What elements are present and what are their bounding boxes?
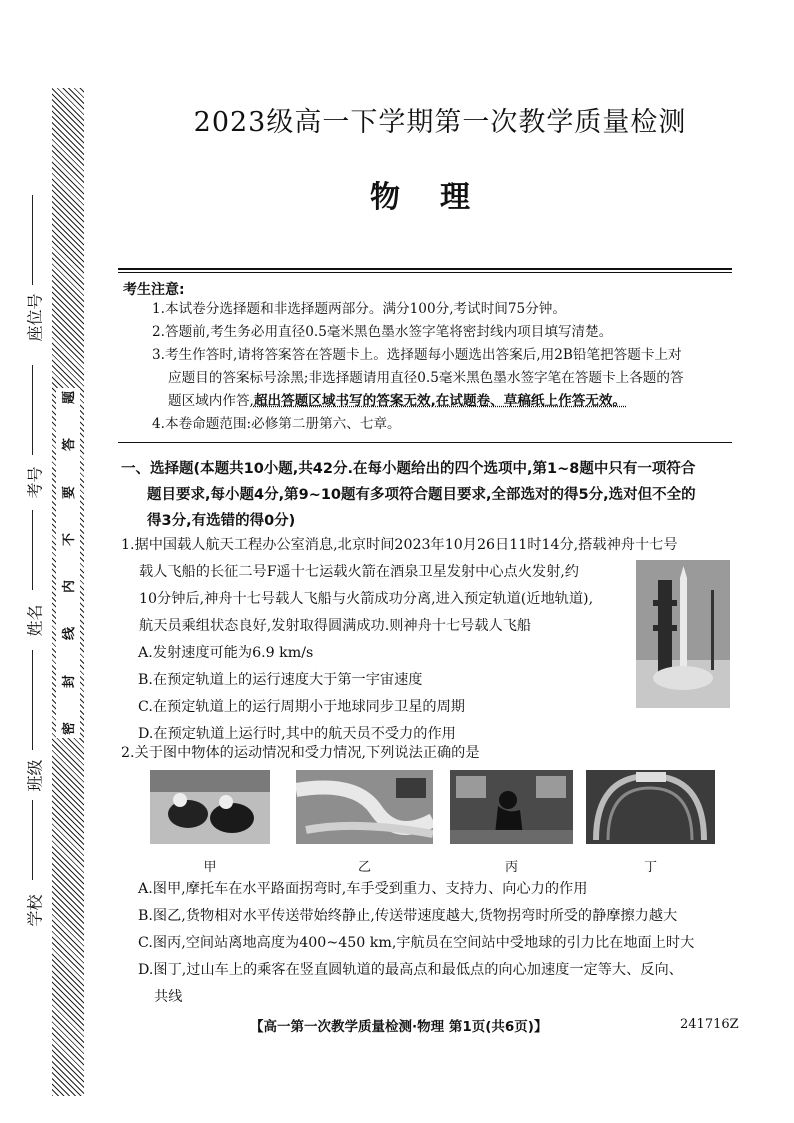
space-station-photo	[450, 770, 573, 844]
field-line-school	[32, 800, 33, 880]
notes-heading: 考生注意:	[123, 282, 185, 298]
option-a: A.图甲,摩托车在水平路面拐弯时,车手受到重力、支持力、向心力的作用	[138, 881, 588, 897]
conveyor-belt-photo	[296, 770, 433, 844]
rocket-launch-photo	[636, 560, 730, 708]
caption-jia: 甲	[203, 860, 217, 875]
question-1-options	[138, 640, 618, 748]
caption-yi: 乙	[357, 860, 371, 875]
seal-line-text: 题 答 要 不 内 线 封 密	[56, 388, 80, 738]
divider	[118, 272, 732, 273]
question-2-options	[138, 876, 748, 1011]
option-d-cont: 共线	[154, 989, 183, 1005]
option-b: B.图乙,货物相对水平传送带始终静止,传送带速度越大,货物拐弯时所受的静摩擦力越大	[138, 908, 678, 924]
note-item: 应题目的答案标号涂黑;非选择题请用直径0.5毫米黑色墨水签字笔在答题卡上各题的答	[168, 370, 684, 386]
option-d: D.图丁,过山车上的乘客在竖直圆轨道的最高点和最低点的向心加速度一定等大、反向、	[138, 962, 683, 978]
field-class-label: 班级	[25, 759, 45, 792]
note-item: 4.本卷命题范围:必修第二册第六、七章。	[152, 416, 401, 432]
field-exam-label: 考号	[25, 466, 45, 499]
caption-bing: 丙	[504, 860, 518, 875]
field-line-class	[32, 650, 33, 750]
option-b: B.在预定轨道上的运行速度大于第一宇宙速度	[138, 672, 423, 688]
option-a: A.发射速度可能为6.9 km/s	[138, 645, 314, 661]
note-emphasis: 超出答题区域书写的答案无效,在试题卷、草稿纸上作答无效。	[253, 393, 627, 409]
roller-coaster-photo	[586, 770, 715, 844]
note-item: 题区域内作答,超出答题区域书写的答案无效,在试题卷、草稿纸上作答无效。	[168, 393, 627, 409]
question-1-stem: 1.据中国载人航天工程办公室消息,北京时间2023年10月26日11时14分,搭载神舟十七号 载人飞船的长征二号F遥十七运载火箭在酒泉卫星发射中心点火发射,约 10分钟后,神舟十七号载人飞船与火箭成功分离,进入预定轨道(近地轨道), 航天员乘组状态良好,发射取得圆满成功.则神舟十七号载人飞船	[121, 537, 678, 634]
caption-ding: 丁	[643, 860, 657, 875]
subject-title: 物理	[370, 180, 510, 215]
note-item: 2.答题前,考生务必用直径0.5毫米黑色墨水签字笔将密封线内项目填写清楚。	[152, 324, 613, 340]
section-header: 一、选择题(本题共10小题,共42分.在每小题给出的四个选项中,第1~8题中只有一项符合 题目要求,每小题4分,第9~10题有多项符合题目要求,全部选对的得5分,选对但不全的 得3分,有选错的得0分)	[121, 461, 696, 529]
divider	[118, 268, 732, 270]
field-line-exam	[32, 365, 33, 455]
option-c: C.图丙,空间站离地高度为400~450 km,宇航员在空间站中受地球的引力比在地面上时大	[138, 935, 695, 951]
question-2-stem: 2.关于图中物体的运动情况和受力情况,下列说法正确的是	[121, 745, 480, 761]
option-c: C.在预定轨道上的运行周期小于地球同步卫星的周期	[138, 699, 465, 715]
field-name-label: 姓名	[25, 604, 45, 637]
motorcycle-photo	[150, 770, 270, 844]
field-line-name	[32, 510, 33, 590]
note-item: 1.本试卷分选择题和非选择题两部分。满分100分,考试时间75分钟。	[152, 301, 566, 317]
field-line-seat	[32, 195, 33, 285]
option-d: D.在预定轨道上运行时,其中的航天员不受力的作用	[138, 726, 456, 742]
field-seat-label: 座位号	[25, 292, 45, 341]
divider	[118, 442, 732, 443]
page-footer: 【高一第一次教学质量检测·物理 第1页(共6页)】	[250, 1019, 548, 1035]
note-item: 3.考生作答时,请将答案答在答题卡上。选择题每小题选出答案后,用2B铅笔把答题卡上对	[152, 347, 682, 363]
exam-title: 2023级高一下学期第一次教学质量检测	[193, 107, 687, 138]
paper-code: 241716Z	[680, 1017, 739, 1032]
field-school-label: 学校	[25, 894, 45, 927]
